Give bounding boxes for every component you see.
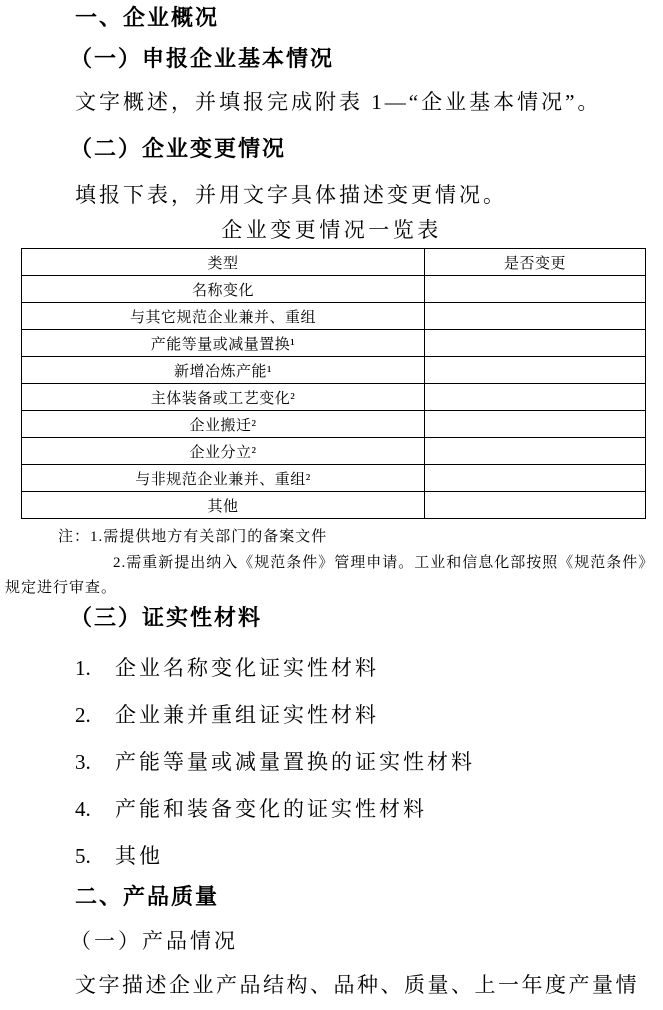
- table-row: [22, 411, 646, 438]
- list-item-number: 2.: [75, 703, 91, 727]
- table-cell-type: 与非规范企业兼并、重组²: [22, 465, 425, 492]
- list-item: [75, 844, 163, 869]
- heading-basic-situation: （一）申报企业基本情况: [70, 46, 335, 71]
- table-cell-type: 其他: [22, 492, 425, 519]
- table-caption: 企业变更情况一览表: [221, 218, 442, 242]
- table-cell-type: 产能等量或减量置换¹: [22, 330, 425, 357]
- table-cell-changed: [425, 357, 646, 384]
- table-row: [22, 276, 646, 303]
- table-cell-type: 主体装备或工艺变化²: [22, 384, 425, 411]
- table-cell-changed: [425, 438, 646, 465]
- list-item-text: 产能等量或减量置换的证实性材料: [115, 750, 475, 774]
- heading-enterprise-overview: 一、企业概况: [75, 5, 220, 30]
- heading-product-quality: 二、产品质量: [75, 884, 220, 909]
- table-cell-type: 企业分立²: [22, 438, 425, 465]
- paragraph-product-description: 文字描述企业产品结构、品种、质量、上一年度产量情: [75, 973, 639, 997]
- footnote-2: 2.需重新提出纳入《规范条件》管理申请。工业和信息化部按照《规范条件》规定进行审查。: [5, 555, 655, 596]
- table-cell-type: 名称变化: [22, 276, 425, 303]
- table-row: [22, 465, 646, 492]
- list-item-text: 企业名称变化证实性材料: [115, 656, 379, 680]
- table-row: [22, 492, 646, 519]
- footnote-1: 注：1.需提供地方有关部门的备案文件: [58, 529, 328, 545]
- table-row: [22, 330, 646, 357]
- list-item: [75, 797, 427, 822]
- list-item-text: 企业兼并重组证实性材料: [115, 703, 379, 727]
- list-item: [75, 656, 379, 681]
- table-cell-changed: [425, 411, 646, 438]
- table-row: [22, 303, 646, 330]
- table-cell-type: 新增冶炼产能¹: [22, 357, 425, 384]
- heading-change-situation: （二）企业变更情况: [70, 136, 287, 161]
- table-cell-changed: [425, 492, 646, 519]
- table-cell-changed: [425, 384, 646, 411]
- table-cell-changed: [425, 330, 646, 357]
- table-header-row: [22, 249, 646, 276]
- table-row: [22, 357, 646, 384]
- heading-evidence-materials: （三）证实性材料: [70, 605, 263, 630]
- list-item-number: 1.: [75, 656, 91, 680]
- table-cell-changed: [425, 465, 646, 492]
- column-header-changed: 是否变更: [425, 249, 646, 276]
- list-item-number: 5.: [75, 844, 91, 868]
- column-header-type: 类型: [22, 249, 425, 276]
- table-row: [22, 384, 646, 411]
- list-item-text: 其他: [115, 844, 163, 868]
- paragraph-change-instruction: 填报下表，并用文字具体描述变更情况。: [75, 183, 507, 207]
- table-cell-changed: [425, 303, 646, 330]
- table-cell-changed: [425, 276, 646, 303]
- paragraph-basic-description: 文字概述，并填报完成附表 1—“企业基本情况”。: [75, 90, 602, 114]
- list-item: [75, 750, 475, 775]
- change-table: [21, 248, 646, 519]
- list-item-text: 产能和装备变化的证实性材料: [115, 797, 427, 821]
- table-cell-type: 与其它规范企业兼并、重组: [22, 303, 425, 330]
- list-item-number: 3.: [75, 750, 91, 774]
- table-row: [22, 438, 646, 465]
- list-item-number: 4.: [75, 797, 91, 821]
- heading-product-situation: （一）产品情况: [70, 929, 238, 953]
- table-cell-type: 企业搬迁²: [22, 411, 425, 438]
- list-item: [75, 703, 379, 728]
